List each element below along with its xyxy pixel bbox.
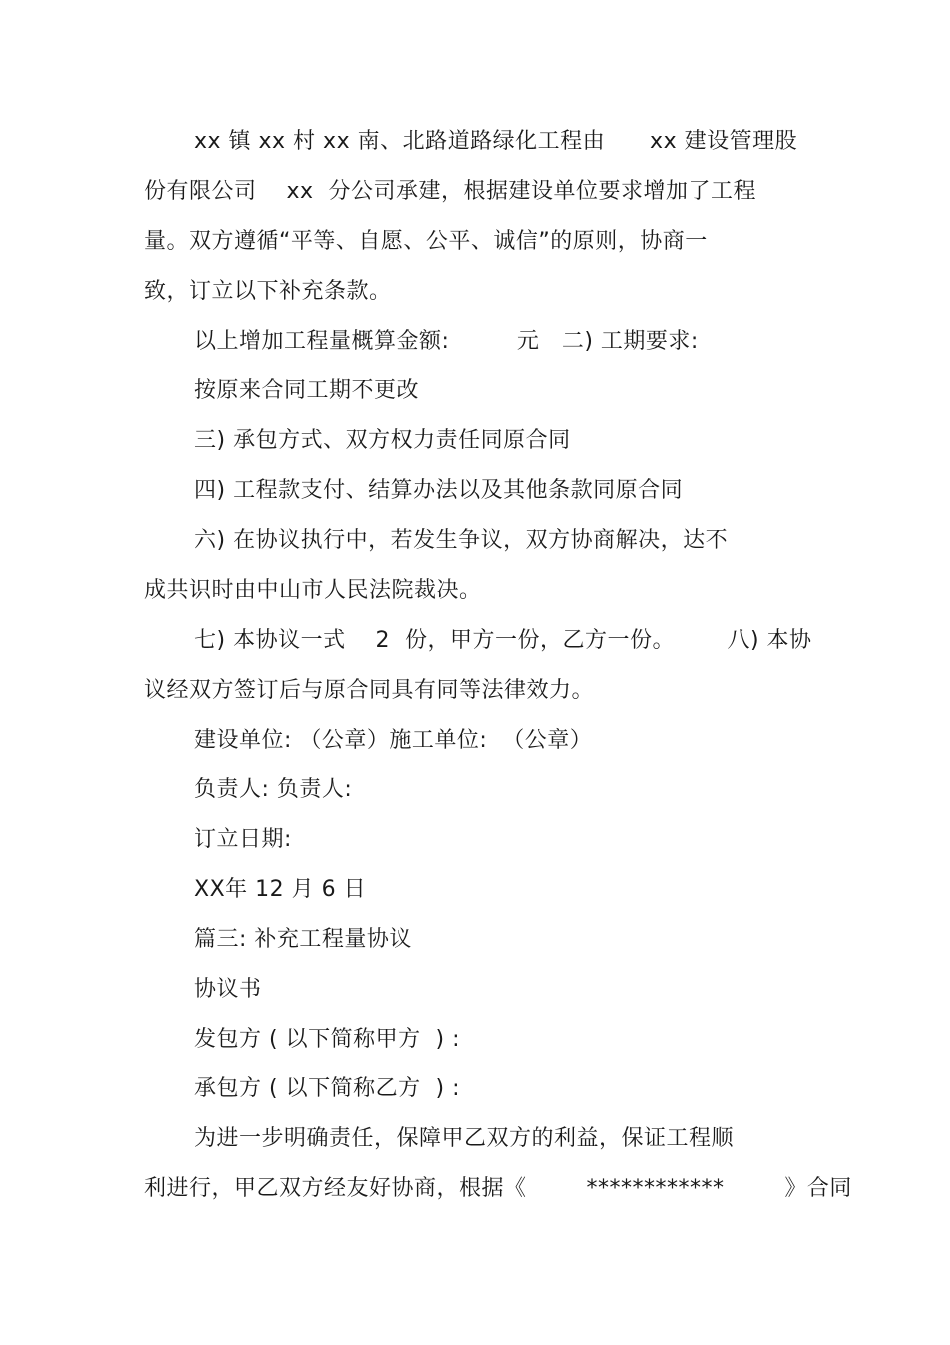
clause-six-line-2: 成共识时由中山市人民法院裁决。 xyxy=(144,578,482,603)
signature-units-line: 建设单位: （公章）施工单位: （公章） xyxy=(194,728,593,753)
clause-seven-line-1: 七) 本协议一式 2 份，甲方一份，乙方一份。 八) 本协 xyxy=(194,628,812,653)
responsible-person-line: 负责人: 负责人: xyxy=(194,777,353,802)
signing-date-value: XX年 12 月 6 日 xyxy=(194,877,367,902)
paragraph-line-1: xx 镇 xx 村 xx 南、北路道路绿化工程由 xx 建设管理股 xyxy=(194,129,798,154)
clause-four-line: 四) 工程款支付、结算办法以及其他条款同原合同 xyxy=(194,478,684,503)
party-a-line: 发包方 ( 以下简称甲方 ) : xyxy=(194,1027,461,1052)
section-heading: 篇三: 补充工程量协议 xyxy=(194,927,412,952)
preamble-line-2: 利进行，甲乙双方经友好协商，根据《 ************ 》合同 xyxy=(144,1176,852,1201)
preamble-line-1: 为进一步明确责任，保障甲乙双方的利益，保证工程顺 xyxy=(194,1126,735,1151)
clause-seven-line-2: 议经双方签订后与原合同具有同等法律效力。 xyxy=(144,678,595,703)
clause-three-line: 三) 承包方式、双方权力责任同原合同 xyxy=(194,428,571,453)
schedule-line: 按原来合同工期不更改 xyxy=(194,378,420,403)
agreement-title: 协议书 xyxy=(194,977,262,1002)
estimate-amount-line: 以上增加工程量概算金额: 元 二) 工期要求: xyxy=(194,329,699,354)
paragraph-line-2: 份有限公司 xx 分公司承建，根据建设单位要求增加了工程 xyxy=(144,179,756,204)
paragraph-line-3: 量。双方遵循“平等、自愿、公平、诚信”的原则，协商一 xyxy=(144,229,708,254)
party-b-line: 承包方 ( 以下简称乙方 ) : xyxy=(194,1076,461,1101)
signing-date-label: 订立日期: xyxy=(194,827,292,852)
paragraph-line-4: 致，订立以下补充条款。 xyxy=(144,279,392,304)
clause-six-line-1: 六) 在协议执行中，若发生争议，双方协商解决，达不 xyxy=(194,528,729,553)
